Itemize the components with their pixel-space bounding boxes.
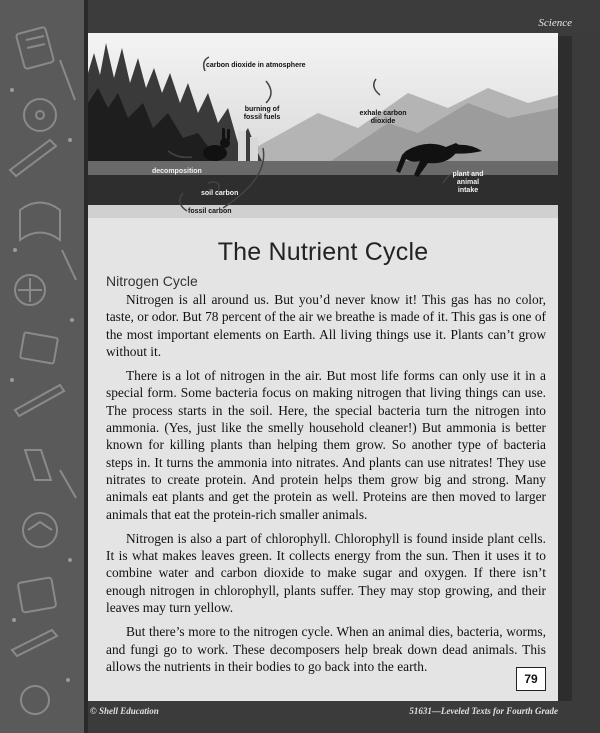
page-number: 79	[516, 667, 546, 691]
top-bar	[88, 0, 600, 33]
label-fossil-carbon: fossil carbon	[188, 208, 232, 215]
paragraph-1: Nitrogen is all around us. But you’d never know it! This gas has no color, taste, or odor. But 78 percent of the air we breathe is made of it. This gas is one of the most important elements on Earth. All living things use it. Plants can’t grow without it.	[106, 292, 546, 359]
label-soil-carbon: soil carbon	[201, 190, 239, 197]
footer-publisher: © Shell Education	[90, 706, 159, 716]
label-exhale: exhale carbon dioxide	[359, 110, 407, 125]
paragraph-4: But there’s more to the nitrogen cycle. When an animal dies, bacteria, worms, and fungi go to work. These decomposers help break down dead animals. This allows the nutrients in their bodies to go back into the earth.	[106, 624, 546, 674]
page-title: The Nutrient Cycle	[217, 238, 429, 266]
article-body	[106, 291, 546, 682]
subject-label: Science	[538, 17, 572, 29]
paragraph-3: Nitrogen is also a part of chlorophyll. Chlorophyll is found inside plant cells. It is what makes leaves green. It collects energy from the sun. Then it uses it to combine water and carbon dioxide to make sugar and oxygen. If there isn’t enough nitrogen in chlorophyll, plants suffer. They may stop growing, and their leaves may turn yellow.	[106, 530, 546, 616]
paragraph-2: There is a lot of nitrogen in the air. But most life forms can only use it in a special form. Some bacteria focus on making nitrogen that living things can use. The process starts in the soil. Here, the special bacteria turn the nitrogen into ammonia. (Yes, just like the smelly household cleaner!) But ammonia is better known for killing plants than helping them grow. So another type of bacteria steps in. It turns the ammonia into nitrates. And plants can use nitrates! They use nitrates to create protein. And protein helps them grow big and strong. Many animals eat plants and get the protein as well. Proteins are then moved to larger animals that eat the protein-rich smaller animals.	[106, 368, 546, 522]
page	[88, 33, 558, 701]
label-plant-animal-intake: plant and animal intake	[452, 171, 484, 194]
label-carbon-dioxide: carbon dioxide in atmosphere	[206, 62, 306, 69]
label-decomposition: decomposition	[152, 168, 202, 175]
doodle-pattern	[0, 0, 88, 733]
decorative-sidebar	[0, 0, 88, 733]
carbon-cycle-illustration	[88, 33, 558, 218]
section-subheading: Nitrogen Cycle	[106, 273, 198, 289]
page-shadow	[558, 36, 572, 701]
footer-book-title: 51631—Leveled Texts for Fourth Grade	[409, 706, 558, 716]
label-burning-fossil-fuels: burning of fossil fuels	[243, 106, 281, 121]
